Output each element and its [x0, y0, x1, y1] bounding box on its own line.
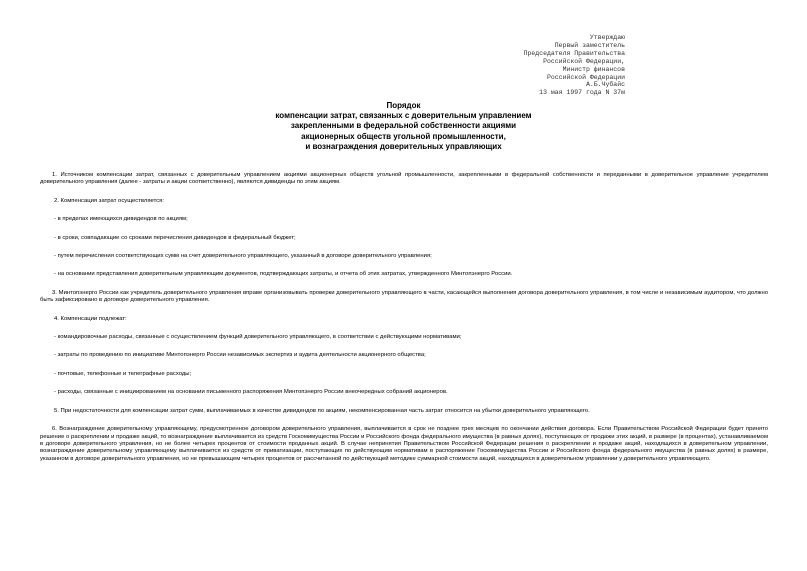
approval-line: Министр финансов	[562, 65, 625, 73]
document-title	[0, 101, 807, 152]
title-line: и вознаграждения доверительных управляющих	[305, 141, 502, 151]
approval-line: Утверждаю	[589, 34, 625, 41]
approval-line: Председателя Правительства	[523, 49, 625, 57]
approval-line: Первый заместитель	[554, 41, 625, 49]
title-line: акционерных обществ угольной промышленности,	[301, 131, 506, 141]
title-line: Порядок	[386, 101, 421, 110]
approval-line: Российской Федерации,	[543, 57, 625, 65]
approval-line: 13 мая 1997 года N 37м	[539, 89, 625, 97]
paragraph-5: 5. При недостаточности для компенсации затрат сумм, выплачиваемых в качестве дивидендов по акциям, некомпенсированная часть затрат относится на убытки доверительного управляющего.	[54, 407, 590, 414]
list-item: - путем перечисления соответствующих сумм на счет доверительного управляющего, указанный в договоре доверительного управления;	[54, 253, 432, 260]
title-line: компенсации затрат, связанных с доверительным управлением	[275, 111, 532, 121]
list-item: - на основании представления доверительным управляющим документов, подтверждающих затраты, и отчета об этих затратах, утвержденного Минтопэнерго России.	[54, 271, 513, 278]
list-item: - в пределах имеющихся дивидендов по акциям;	[54, 216, 188, 223]
approval-line: А.Б.Чубайс	[585, 81, 625, 89]
paragraph-6: 6. Вознаграждение доверительному управляющему, предусмотренное договором доверительного управления, выплачивается в срок не позднее трех месяцев по окончании действия договора. Если Правительством Российской Федерации будет принято решение о раскреплении и продаже акций, то вознаграждение выплачивается из средств Госкомимущества России и Российского фонда федерального имущества (в равных долях), поступающих от продажи этих акций, в размере (в процентах), устанавливаемом в договоре доверительного управления, но не более четырех процентов от стоимости проданных акций. В случае непринятия Правительством Российской Федерации решения о раскреплении и продаже акций, находящихся в доверительном управлении, вознаграждение доверительному управляющему выплачивается из средств от приватизации, поступающих по действующим нормативам в распоряжение Госкомимущества России и Российского фонда федерального имущества (в равных долях) в размере, указанном в договоре доверительного управления, но не превышающем четырех процентов от рассчитанной по действующей методике суммарной стоимости акций, находящихся в доверительном управлении у доверительного управляющего.	[40, 426, 768, 462]
list-item: - почтовые, телефонные и телеграфные расходы;	[54, 370, 192, 377]
title-line: закрепленными в федеральной собственности акциями	[290, 121, 517, 131]
approval-line: Российской Федерации	[546, 73, 625, 81]
list-item: - в сроки, совпадающие со сроками перечисления дивидендов в федеральный бюджет;	[54, 234, 296, 241]
list-item: - затраты по проведению по инициативе Минтопэнерго России независимых экспертиз и аудита деятельности акционерного общества;	[54, 352, 426, 359]
approval-block	[405, 34, 625, 97]
list-item: - расходы, связанные с инициированием на основании письменного распоряжения Минтопэнерго России внеочередных собраний акционеров.	[54, 389, 448, 396]
list-item: - командировочные расходы, связанные с осуществлением функций доверительного управляющего, в соответствии с действующими нормативами;	[54, 334, 462, 341]
document-body	[40, 172, 768, 463]
paragraph-4: 4. Компенсации подлежат:	[54, 315, 127, 322]
paragraph-1: 1. Источником компенсации затрат, связанных с доверительным управлением акциями акционерных обществ угольной промышленности, закрепленными в федеральной собственности и переданными в доверительное управление учредителем доверительного управления (далее - затраты и акции соответственно), являются дивиденды по этим акциям.	[40, 172, 768, 186]
paragraph-2: 2. Компенсация затрат осуществляется:	[54, 197, 165, 204]
paragraph-3: 3. Минтопэнерго России как учредитель доверительного управления вправе организовывать проверки доверительного управляющего в части, касающейся выполнения договора доверительного управления, в том числе и независимым аудитором, что должно быть зафиксировано в договоре доверительного управления.	[40, 289, 768, 304]
